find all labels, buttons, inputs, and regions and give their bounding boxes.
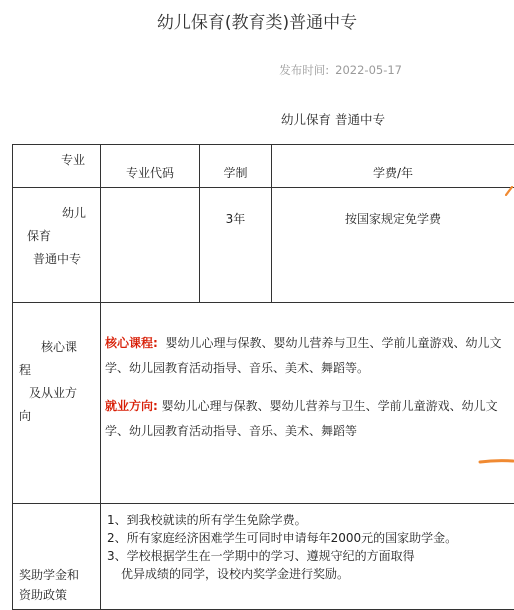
publish-info — [279, 62, 402, 78]
course-content-cell — [101, 303, 514, 504]
policy-item: 1、到我校就读的所有学生免除学费。 — [107, 511, 508, 529]
policy-label-cell — [13, 504, 101, 610]
publish-label: 发布时间: — [279, 63, 329, 77]
header-major: 专业 — [61, 151, 85, 168]
major-name-cell — [13, 188, 101, 303]
policy-item: 3、学校根据学生在一学期中的学习、遵规守纪的方面取得 — [107, 547, 508, 565]
major-info-table — [12, 144, 514, 610]
annotation-stroke-icon — [505, 186, 514, 196]
major-name-line: 保育 — [27, 225, 100, 248]
course-label-line: 向 — [13, 405, 100, 428]
policy-item: 优异成绩的同学，设校内奖学金进行奖励。 — [107, 565, 508, 583]
course-label-line: 程 — [13, 359, 100, 382]
table-row-course — [13, 303, 514, 504]
table-row-policy — [13, 504, 514, 610]
header-code: 专业代码 — [101, 164, 199, 181]
duration-value: 3年 — [200, 188, 272, 303]
page-title: 幼儿保育(教育类)普通中专 — [0, 8, 514, 33]
core-course-label: 核心课程: — [105, 336, 158, 350]
policy-item: 2、所有家庭经济困难学生可同时申请每年2000元的国家助学金。 — [107, 529, 508, 547]
header-code-cell — [101, 145, 200, 188]
career-block — [105, 394, 508, 444]
tuition-value: 按国家规定免学费 — [272, 188, 514, 303]
course-label-line: 核心课 — [13, 336, 100, 359]
policy-label-line: 奖助学金和 — [19, 565, 100, 585]
career-label: 就业方向: — [105, 399, 158, 413]
career-text: 婴幼儿心理与保教、婴幼儿营养与卫生、学前儿童游戏、幼儿文学、幼儿园教育活动指导、音乐、美术、舞蹈等 — [105, 399, 498, 438]
header-duration-cell — [200, 145, 272, 188]
annotation-underline-mark — [478, 457, 514, 465]
article-subtitle: 幼儿保育 普通中专 — [248, 110, 418, 128]
major-code-cell — [101, 188, 200, 303]
core-course-block — [105, 331, 508, 381]
policy-content-cell — [101, 504, 514, 610]
header-major-cell — [13, 145, 101, 188]
major-name-line: 幼儿 — [27, 202, 100, 225]
policy-label-line: 资助政策 — [19, 585, 100, 605]
header-tuition: 学费/年 — [272, 164, 514, 181]
course-label-cell — [13, 303, 101, 504]
table-header-row — [13, 145, 514, 188]
course-label-line: 及从业方 — [13, 382, 100, 405]
major-name-line: 普通中专 — [27, 248, 100, 271]
header-tuition-cell — [272, 145, 514, 188]
core-course-text: 婴幼儿心理与保教、婴幼儿营养与卫生、学前儿童游戏、幼儿文学、幼儿园教育活动指导、音乐、美术、舞蹈等。 — [105, 336, 501, 375]
publish-date: 2022-05-17 — [335, 63, 402, 77]
table-row-basic — [13, 188, 514, 303]
header-duration: 学制 — [200, 164, 271, 181]
